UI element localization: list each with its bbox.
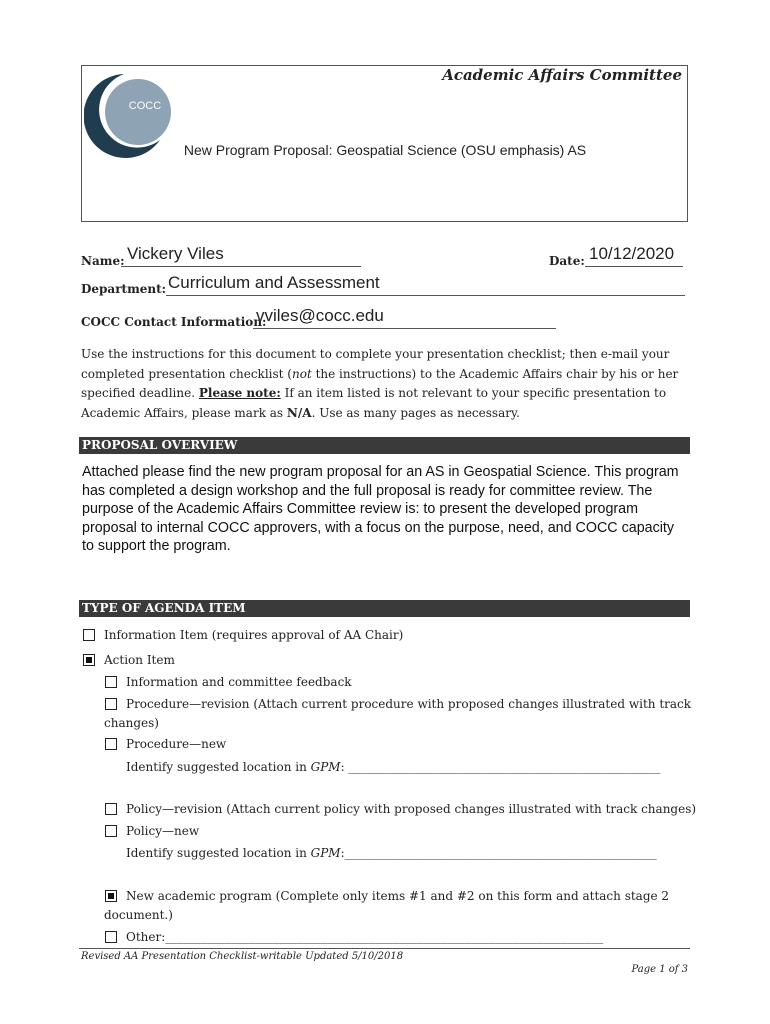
gpm-location-procedure	[126, 760, 660, 774]
department-field[interactable]: Curriculum and Assessment	[168, 273, 380, 292]
procedure-revision-label-cont: changes)	[104, 716, 159, 730]
name-field[interactable]: Vickery Viles	[127, 244, 224, 263]
gpm-text: GPM	[310, 846, 341, 860]
proposal-overview-heading: PROPOSAL OVERVIEW	[79, 437, 690, 454]
contact-label: COCC Contact Information:	[81, 315, 267, 329]
proposal-overview-text[interactable]: Attached please find the new program proposal for an AS in Geospatial Science. This program has completed a design workshop and the full proposal is ready for committee review. The purpose of the Academic Affairs Committee review is: to present the developed program proposal to internal COCC approvers, with a focus on the purpose, need, and COCC capacity to support the program.	[82, 464, 679, 554]
instructions-part3: If an item listed is not relevant to your specific presentation to Academic Affairs, please mark as	[81, 386, 667, 420]
date-label: Date:	[549, 254, 585, 268]
action-item-label: Action Item	[104, 653, 175, 667]
logo-text: COCC	[128, 100, 162, 112]
gpm-blank-policy[interactable]: :____________________________________________________	[340, 846, 657, 860]
info-feedback-checkbox[interactable]	[105, 676, 117, 688]
name-line	[121, 266, 361, 267]
policy-revision-checkbox[interactable]	[105, 803, 117, 815]
procedure-revision-checkbox[interactable]	[105, 698, 117, 710]
policy-revision-label: Policy—revision (Attach current policy with proposed changes illustrated with track changes)	[126, 802, 697, 816]
new-program-label: New academic program (Complete only items #1 and #2 on this form and attach stage 2	[126, 889, 670, 903]
procedure-revision-label: Procedure—revision (Attach current procedure with proposed changes illustrated with track	[126, 697, 692, 711]
info-item-label: Information Item (requires approval of AA Chair)	[104, 628, 404, 642]
other-checkbox[interactable]	[105, 931, 117, 943]
name-label: Name:	[81, 254, 125, 268]
please-note: Please note:	[198, 386, 281, 400]
instructions-part1: Use the instructions for this document to complete your presentation checklist; then e-mail your completed presentation checklist (	[81, 347, 670, 381]
contact-line	[253, 328, 556, 329]
date-field[interactable]: 10/12/2020	[589, 244, 675, 263]
instructions-part2: the instructions) to the Academic Affairs chair by his or her specified deadline.	[81, 366, 679, 400]
action-item-checkbox[interactable]	[83, 654, 95, 666]
date-line	[585, 266, 683, 267]
page-number: Page 1 of 3	[631, 964, 688, 975]
policy-new-checkbox[interactable]	[105, 825, 117, 837]
instructions-part4: . Use as many pages as necessary.	[311, 405, 520, 420]
gpm-location-text: Identify suggested location in	[126, 846, 311, 860]
instructions-na: N/A	[286, 405, 312, 420]
contact-field[interactable]: vviles@cocc.edu	[256, 306, 384, 325]
info-item-checkbox[interactable]	[83, 629, 95, 641]
committee-title: Academic Affairs Committee	[442, 66, 682, 84]
other-field[interactable]: Other:_________________________________________________________________________	[126, 930, 604, 944]
instructions-not: not	[291, 366, 312, 381]
gpm-text: GPM	[310, 760, 341, 774]
department-label: Department:	[81, 282, 167, 296]
policy-new-label: Policy—new	[126, 824, 200, 838]
department-line	[166, 295, 685, 296]
new-program-label-cont: document.)	[104, 908, 173, 922]
info-feedback-label: Information and committee feedback	[126, 675, 352, 689]
procedure-new-label: Procedure—new	[126, 737, 227, 751]
gpm-blank-procedure[interactable]: : ____________________________________________________	[340, 760, 661, 774]
footer-revision-note: Revised AA Presentation Checklist-writable Updated 5/10/2018	[81, 951, 404, 962]
agenda-item-heading: TYPE OF AGENDA ITEM	[79, 600, 690, 617]
proposal-title: New Program Proposal: Geospatial Science (OSU emphasis) AS	[183, 142, 587, 158]
new-program-checkbox[interactable]	[105, 890, 117, 902]
gpm-location-policy	[126, 846, 657, 860]
instructions-paragraph	[81, 345, 691, 423]
procedure-new-checkbox[interactable]	[105, 738, 117, 750]
footer-divider	[79, 948, 690, 949]
gpm-location-text: Identify suggested location in	[126, 760, 311, 774]
